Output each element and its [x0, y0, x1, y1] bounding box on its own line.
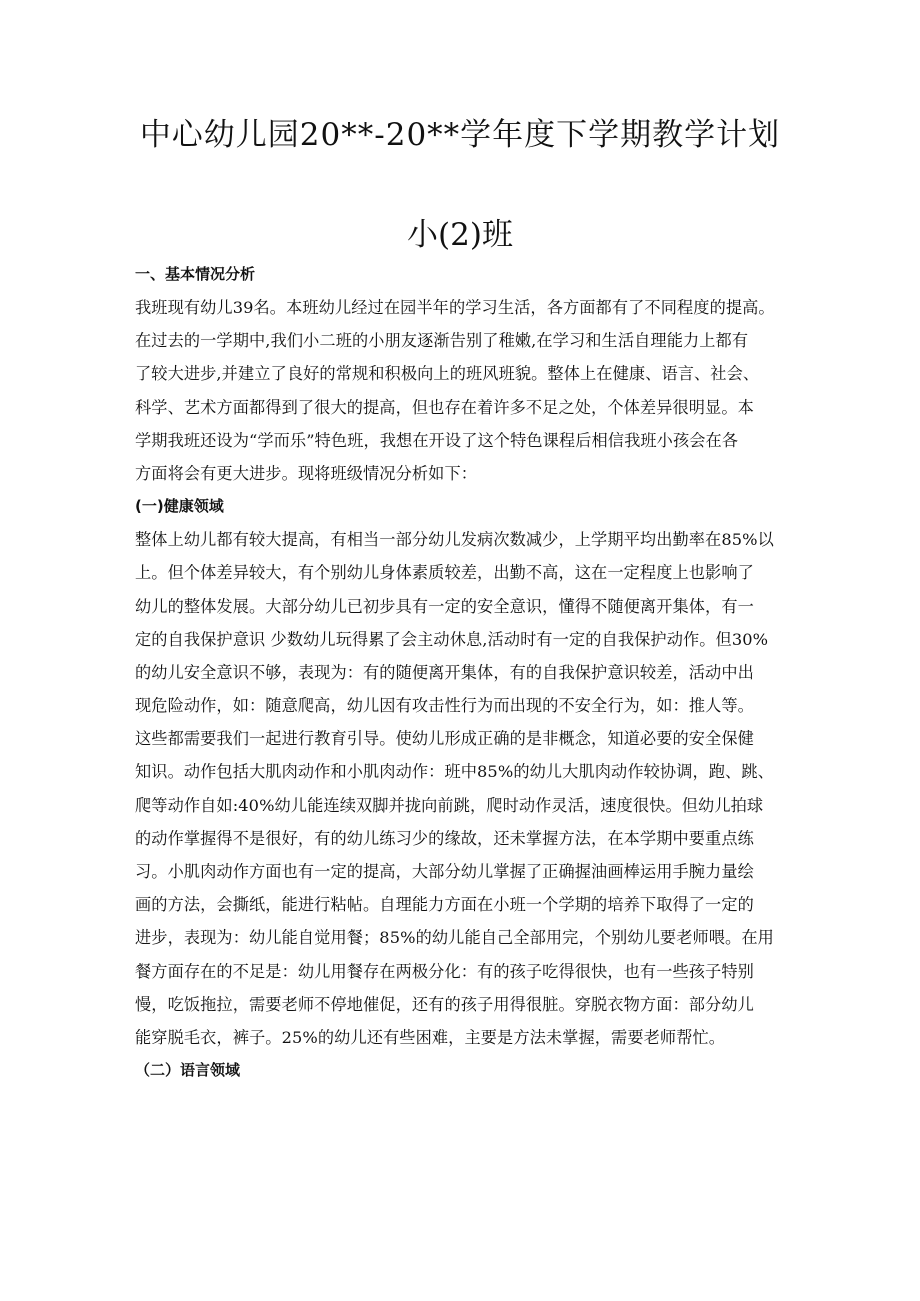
paragraph-line: 我班现有幼儿39名。本班幼儿经过在园半年的学习生活，各方面都有了不同程度的提高。: [135, 298, 775, 317]
paragraph-line: 方面将会有更大进步。现将班级情况分析如下：: [135, 463, 478, 483]
paragraph-line: 定的自我保护意识 少数幼儿玩得累了会主动休息,活动时有一定的自我保护动作。但30%: [135, 629, 769, 649]
paragraph-line: 科学、艺术方面都得到了很大的提高，但也存在着许多不足之处，个体差异很明显。本: [135, 397, 754, 417]
paragraph-line: 了较大进步,并建立了良好的常规和积极向上的班风班貌。整体上在健康、语言、社会、: [135, 364, 760, 384]
paragraph-line: 学期我班还设为“学而乐”特色班，我想在开设了这个特色课程后相信我班小孩会在各: [135, 430, 739, 450]
document-title: 中心幼儿园20**-20**学年度下学期教学计划: [139, 117, 781, 153]
paragraph-line: 这些都需要我们一起进行教育引导。使幼儿形成正确的是非概念，知道必要的安全保健: [135, 729, 754, 749]
paragraph-line: 爬等动作自如:40%幼儿能连续双脚并拢向前跳，爬时动作灵活，速度很快。但幼儿拍球: [135, 795, 764, 815]
paragraph-line: 幼儿的整体发展。大部分幼儿已初步具有一定的安全意识，懂得不随便离开集体，有一: [135, 596, 754, 616]
paragraph-line: 进步，表现为：幼儿能自觉用餐；85%的幼儿能自己全部用完，个别幼儿要老师喂。在用: [135, 928, 774, 948]
paragraph-line: 能穿脱毛衣，裤子。25%的幼儿还有些困难，主要是方法未掌握，需要老师帮忙。: [135, 1027, 726, 1047]
section-heading: （二）语言领域: [135, 1061, 241, 1080]
paragraph-line: 现危险动作，如：随意爬高，幼儿因有攻击性行为而出现的不安全行为，如：推人等。: [135, 696, 754, 716]
paragraph-line: 上。但个体差异较大，有个别幼儿身体素质较差，出勤不高，这在一定程度上也影响了: [135, 563, 754, 583]
paragraph-line: 的动作掌握得不是很好，有的幼儿练习少的缘故，还未掌握方法，在本学期中要重点练: [135, 828, 754, 848]
paragraph-line: 的幼儿安全意识不够，表现为：有的随便离开集体，有的自我保护意识较差，活动中出: [135, 662, 754, 682]
paragraph-line: 知识。动作包括大肌肉动作和小肌肉动作：班中85%的幼儿大肌肉动作较协调，跑、跳、: [135, 762, 774, 782]
paragraph-line: 餐方面存在的不足是：幼儿用餐存在两极分化：有的孩子吃得很快，也有一些孩子特别: [135, 961, 754, 981]
document-body: [135, 258, 795, 1087]
paragraph-line: 慢，吃饭拖拉，需要老师不停地催促，还有的孩子用得很脏。穿脱衣物方面：部分幼儿: [135, 994, 754, 1014]
section-heading: (一)健康领域: [135, 497, 224, 516]
paragraph-line: 画的方法，会撕纸，能进行粘帖。自理能力方面在小班一个学期的培养下取得了一定的: [135, 895, 754, 915]
paragraph-line: 习。小肌肉动作方面也有一定的提高，大部分幼儿掌握了正确握油画棒运用手腕力量绘: [135, 862, 754, 881]
document-subtitle: 小(2)班: [407, 217, 513, 253]
paragraph-line: 整体上幼儿都有较大提高，有相当一部分幼儿发病次数减少，上学期平均出勤率在85%以: [135, 530, 774, 550]
section-heading: 一、基本情况分析: [135, 265, 256, 283]
paragraph-line: 在过去的一学期中,我们小二班的小朋友逐渐告别了稚嫩,在学习和生活自理能力上都有: [135, 331, 749, 351]
